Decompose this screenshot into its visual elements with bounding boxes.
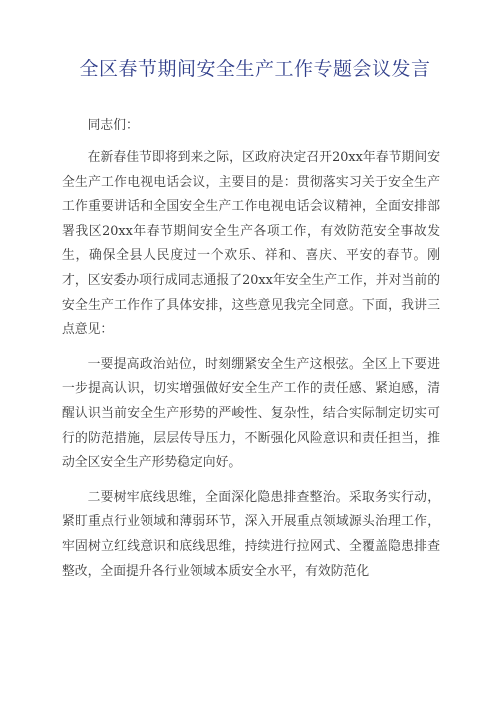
- document-title: 全区春节期间安全生产工作专题会议发言: [79, 58, 431, 80]
- document-body: [62, 114, 440, 588]
- paragraph-intro: 在新春佳节即将到来之际，区政府决定召开20xx年春节期间安全生产工作电视电话会议，主要目的是：贯彻落实习关于安全生产工作重要讲话和全国安全生产工作电视电话会议精神，全面安排部署我区20xx年春节期间安全生产各项工作，有效防范安全事故发生，确保全县人民度过一个欢乐、祥和、喜庆、平安的春节。刚才，区安委办项行成同志通报了20xx年安全生产工作，并对当前的安全生产工作作了具体安排，这些意见我完全同意。下面，我讲三点意见：: [62, 150, 440, 338]
- paragraph-point-one: 一要提高政治站位，时刻绷紧安全生产这根弦。全区上下要进一步提高认识，切实增强做好安全生产工作的责任感、紧迫感，清醒认识当前安全生产形势的严峻性、复杂性，结合实际制定切实可行的防范措施，层层传导压力，不断强化风险意识和责任担当，推动全区安全生产形势稳定向好。: [62, 356, 440, 471]
- paragraph-point-two: 二要树牢底线思维，全面深化隐患排查整治。采取务实行动，紧盯重点行业领域和薄弱环节，深入开展重点领域源头治理工作，牢固树立红线意识和底线思维，持续进行拉网式、全覆盖隐患排查整改，全面提升各行业领域本质安全水平，有效防范化: [62, 489, 440, 579]
- salutation: 同志们：: [87, 118, 139, 133]
